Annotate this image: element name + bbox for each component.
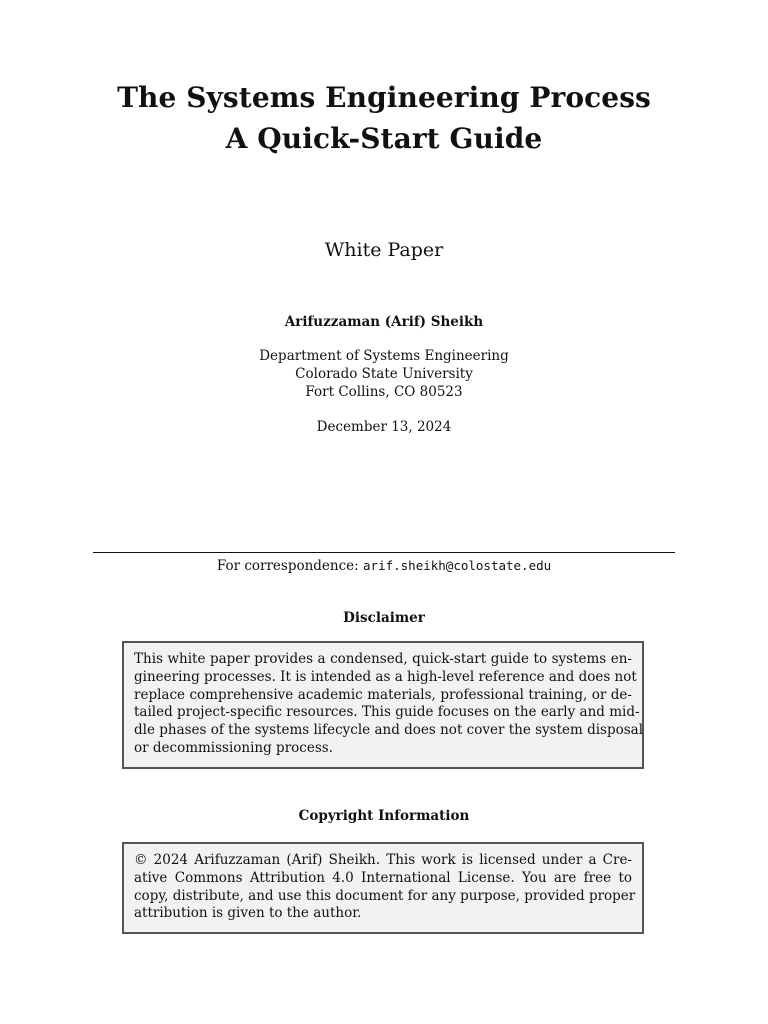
copyright-box (122, 842, 644, 934)
disclaimer-text-line: replace comprehensive academic materials, professional training, or de- (134, 686, 632, 703)
copyright-text-line: attribution is given to the author. (134, 905, 362, 922)
affiliation-university: Colorado State University (295, 366, 473, 382)
correspondence-email[interactable]: arif.sheikh@colostate.edu (363, 558, 552, 573)
author-name: Arifuzzaman (Arif) Sheikh (284, 314, 484, 330)
disclaimer-text-line: or decommissioning process. (134, 739, 333, 756)
affiliation-department: Department of Systems Engineering (259, 348, 509, 364)
disclaimer-heading: Disclaimer (343, 610, 425, 626)
correspondence-label: For correspondence: (216, 558, 359, 574)
horizontal-rule (93, 552, 675, 553)
copyright-text-line: copy, distribute, and use this document for any purpose, provided proper (134, 887, 636, 904)
document-type: White Paper (324, 239, 444, 261)
disclaimer-text-line: tailed project-specific resources. This guide focuses on the early and mid- (134, 704, 640, 721)
disclaimer-text-line: dle phases of the systems lifecycle and does not cover the system disposal (134, 722, 644, 739)
affiliation-address: Fort Collins, CO 80523 (305, 384, 463, 400)
publication-date: December 13, 2024 (316, 419, 452, 435)
title-line-1: The Systems Engineering Process (117, 81, 651, 114)
author-affiliation (0, 347, 768, 401)
copyright-text-line: © 2024 Arifuzzaman (Arif) Sheikh. This work is licensed under a Cre- (134, 852, 632, 868)
disclaimer-box (122, 641, 644, 769)
copyright-text-line: ative Commons Attribution 4.0 International License. You are free to (134, 869, 632, 886)
disclaimer-text-line: This white paper provides a condensed, quick-start guide to systems en- (134, 651, 632, 667)
disclaimer-text-line: gineering processes. It is intended as a high-level reference and does not (134, 668, 637, 685)
copyright-heading: Copyright Information (298, 808, 470, 824)
title-line-2: A Quick-Start Guide (225, 122, 543, 155)
correspondence-line (0, 557, 768, 575)
